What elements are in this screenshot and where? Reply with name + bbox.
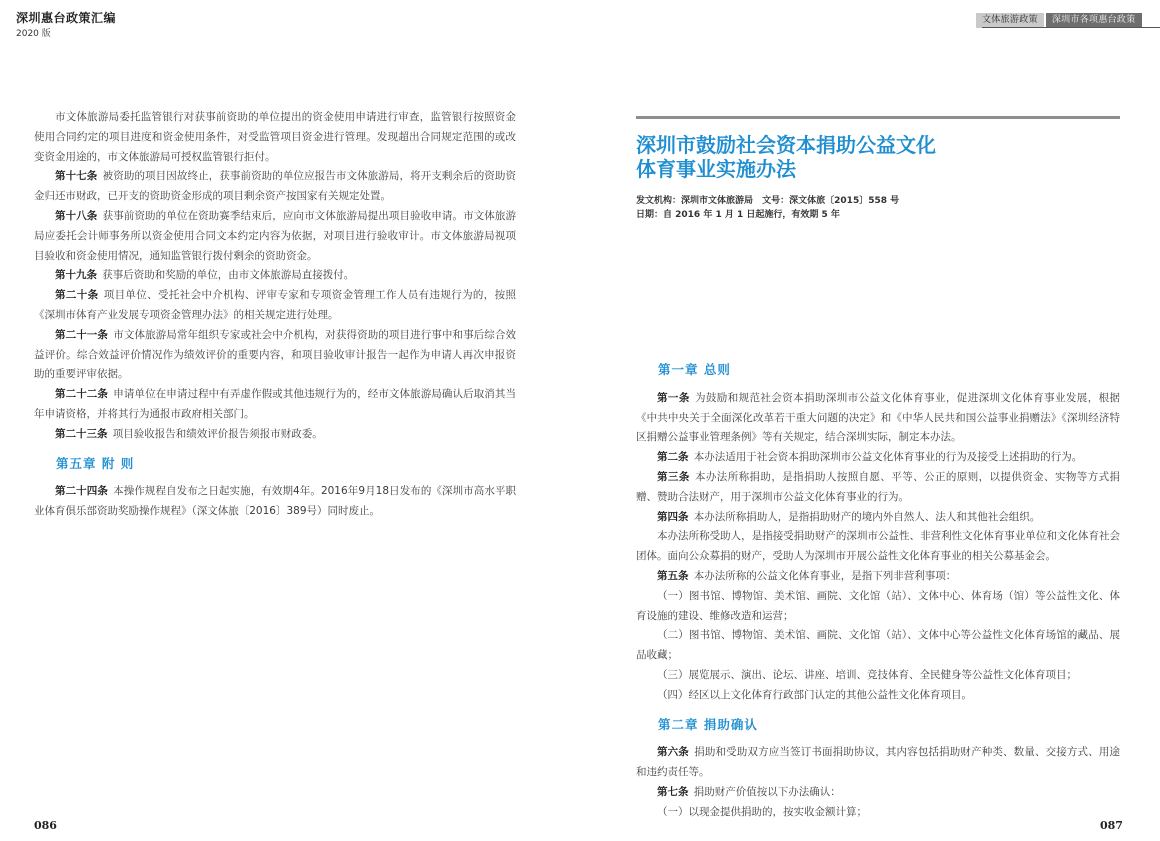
article-text: 项目单位、受托社会中介机构、评审专家和专项资金管理工作人员有违规行为的，按照《深圳市体育产业发展专项资金管理办法》的相关规定进行处理。 — [34, 289, 517, 321]
chapter-heading: 第五章 附 则 — [56, 455, 135, 471]
article-paragraph — [34, 108, 516, 167]
article-number: 第二十条 — [55, 289, 99, 302]
article-text: 本操作规程自发布之日起实施，有效期4年。2016年9月18日发布的《深圳市高水平职业体育俱乐部资助奖励操作规程》（深文体旅〔2016〕389号）同时废止。 — [34, 485, 516, 518]
meta-issuer: 发文机构：深圳市文体旅游局 — [636, 196, 754, 206]
page-number-left: 086 — [34, 819, 57, 832]
article-paragraph — [636, 666, 1120, 686]
section-tab-shenzhen-policies: 深圳市各项惠台政策 — [1044, 13, 1142, 28]
article-number: 第十七条 — [55, 170, 98, 183]
article-text: 被资助的项目因故终止，获事前资助的单位应报告市文体旅游局，将开支剩余后的资助资金归还市财政，已开支的资助资金形成的项目剩余资产按国家有关规定处置。 — [34, 170, 516, 203]
article-paragraph — [34, 286, 516, 326]
article-text: （二）图书馆、博物馆、美术馆、画院、文化馆（站）、文体中心等公益性文化体育场馆的藏品、展品收藏； — [636, 629, 1120, 662]
article-number: 第十九条 — [55, 269, 97, 282]
article-text: 捐助和受助双方应当签订书面捐助协议，其内容包括捐助财产种类、数量、交接方式、用途和违约责任等。 — [636, 746, 1121, 779]
article-number: 第二十四条 — [55, 485, 108, 498]
article-text: 获事后资助和奖励的单位，由市文体旅游局直接拨付。 — [102, 269, 355, 282]
article-number: 第一条 — [657, 391, 690, 404]
article-text: 市文体旅游局常年组织专家或社会中介机构，对获得资助的项目进行事中和事后综合效益评价。综合效益评价情况作为绩效评价的重要内容，和项目验收审计报告一起作为申请人再次申报资助的重要评审依据。 — [34, 328, 517, 381]
article-text: 本办法所称捐助人，是指捐助财产的境内外自然人、法人和其他社会组织。 — [693, 510, 1041, 523]
article-paragraph — [636, 468, 1120, 508]
article-paragraph — [636, 783, 1120, 803]
page-number-right: 087 — [1100, 819, 1123, 832]
article-paragraph — [636, 448, 1120, 468]
document-title — [636, 133, 1120, 181]
article-paragraph — [636, 743, 1120, 783]
article-text: 项目验收报告和绩效评价报告须报市财政委。 — [112, 427, 323, 440]
article-number: 第三条 — [657, 470, 690, 483]
article-number: 第二十三条 — [55, 427, 108, 440]
article-number: 第二条 — [657, 451, 689, 464]
publication-title: 深圳惠台政策汇编 — [16, 11, 117, 25]
meta-doc-number: 文号：深文体旅〔2015〕558 号 — [762, 196, 900, 206]
article-number: 第七条 — [657, 785, 689, 798]
article-paragraph — [636, 508, 1120, 528]
article-paragraph — [34, 482, 516, 522]
article-text: 本办法所称受助人，是指接受捐助财产的深圳市公益性、非营利性文化体育事业单位和文化体育社会团体。面向公众募捐的财产，受助人为深圳市开展公益性文化体育事业的相关公募基金会。 — [636, 530, 1120, 563]
article-text: 本办法所称捐助，是指捐助人按照自愿、平等、公正的原则，以提供资金、实物等方式捐赠、赞助合法财产，用于深圳市公益文化体育事业的行为。 — [636, 470, 1121, 503]
article-paragraph — [636, 587, 1120, 627]
article-paragraph — [636, 389, 1120, 448]
article-text: （三）展览展示、演出、论坛、讲座、培训、竞技体育、全民健身等公益性文化体育项目； — [657, 668, 1077, 681]
article-text: 为鼓励和规范社会资本捐助深圳市公益文化体育事业，促进深圳文化体育事业发展，根据《中共中央关于全面深化改革若干重大问题的决定》和《中华人民共和国公益事业捐赠法》《深圳经济特区捐赠公益事业管理条例》等有关规定，结合深圳实际，制定本办法。 — [636, 391, 1121, 444]
publication-year: 2020 版 — [16, 29, 51, 39]
document-title-line-1: 深圳市鼓励社会资本捐助公益文化 — [636, 133, 936, 157]
article-text: 本办法适用于社会资本捐助深圳市公益文化体育事业的行为及接受上述捐助的行为。 — [693, 451, 1083, 464]
article-paragraph — [34, 167, 516, 207]
article-paragraph — [34, 207, 516, 266]
article-number: 第六条 — [657, 746, 689, 759]
article-number: 第二十二条 — [55, 388, 109, 401]
article-paragraph — [636, 686, 1120, 706]
document-title-line-2: 体育事业实施办法 — [636, 157, 796, 181]
section-tab-culture-tourism: 文体旅游政策 — [976, 13, 1044, 28]
article-text: （四）经区以上文化体育行政部门认定的其他公益性文化体育项目。 — [657, 688, 972, 701]
article-paragraph — [636, 567, 1120, 587]
meta-date: 日期：自 2016 年 1 月 1 日起施行，有效期 5 年 — [636, 210, 840, 220]
chapter-heading: 第二章 捐助确认 — [658, 716, 758, 732]
article-text: （一）图书馆、博物馆、美术馆、画院、文化馆（站）、文体中心、体育场（馆）等公益性文化、体育设施的建设、维修改造和运营； — [636, 589, 1120, 622]
article-paragraph — [34, 326, 516, 385]
article-text: 获事前资助的单位在资助赛季结束后，应向市文体旅游局提出项目验收申请。市文体旅游局应委托会计师事务所以资金使用合同文本约定内容为依据，对项目进行验收审计。市文体旅游局视项目验收和资金使用情况，通知监管银行拨付剩余的资助资金。 — [34, 209, 516, 262]
article-number: 第五条 — [657, 569, 689, 582]
article-paragraph — [34, 385, 516, 425]
article-number: 第十八条 — [55, 209, 98, 222]
title-rule — [636, 116, 1120, 119]
article-paragraph — [636, 626, 1120, 666]
section-tabs — [976, 13, 1142, 28]
header-rule — [982, 27, 1160, 28]
article-paragraph — [636, 527, 1120, 567]
right-page-body — [636, 360, 1120, 823]
article-text: 本办法所称的公益文化体育事业，是指下列非营利事项： — [693, 569, 957, 582]
article-text: （一）以现金提供捐助的，按实收金额计算； — [657, 805, 867, 818]
article-text: 捐助财产价值按以下办法确认： — [693, 785, 841, 798]
document-meta — [636, 194, 905, 222]
article-paragraph — [636, 803, 1120, 823]
article-number: 第四条 — [657, 510, 689, 523]
article-number: 第二十一条 — [55, 328, 109, 341]
article-paragraph — [34, 266, 516, 286]
article-text: 市文体旅游局委托监管银行对获事前资助的单位提出的资金使用申请进行审查，监管银行按照资金使用合同约定的项目进度和资金使用条件，对受监管项目资金进行管理。发现超出合同规定范围的或改变资金用途的，市文体旅游局可授权监管银行拒付。 — [34, 111, 516, 163]
article-paragraph — [34, 425, 516, 445]
left-page-body — [34, 108, 516, 522]
article-text: 申请单位在申请过程中有弄虚作假或其他违规行为的，经市文体旅游局确认后取消其当年申请资格，并将其行为通报市政府相关部门。 — [34, 388, 517, 420]
chapter-heading: 第一章 总则 — [658, 362, 731, 377]
